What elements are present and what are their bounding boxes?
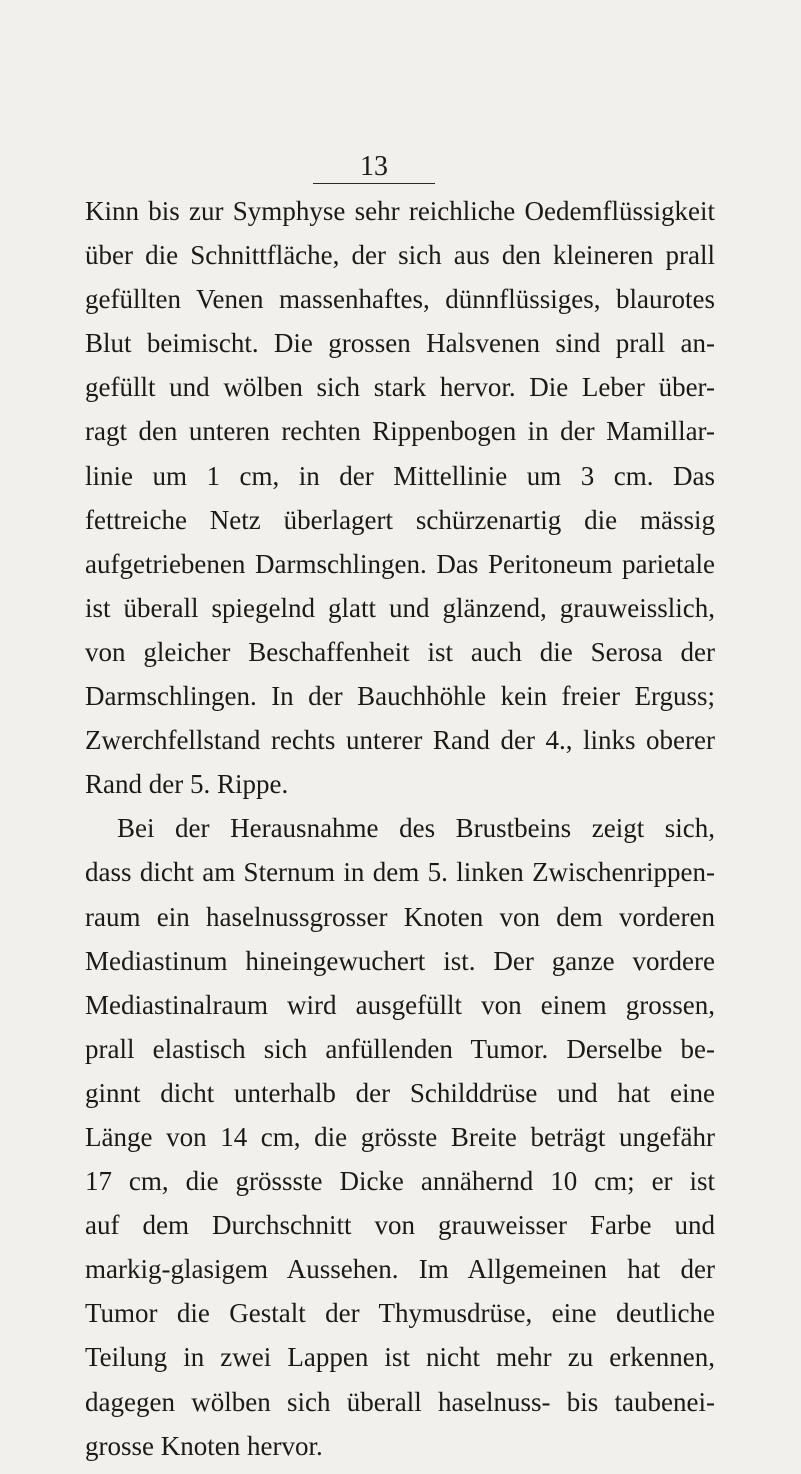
text-line: gefüllten Venen massenhaftes, dünnflüssiges, blaurotes (85, 284, 715, 315)
text-line: Tumor die Gestalt der Thymusdrüse, eine deutliche (85, 1298, 715, 1329)
text-line: markig-glasigem Aussehen. Im Allgemeinen hat der (85, 1254, 715, 1285)
text-line: von gleicher Beschaffenheit ist auch die Serosa der (85, 636, 715, 667)
text-line: ist überall spiegelnd glatt und glänzend, grauweisslich, (85, 592, 715, 623)
text-line: ginnt dicht unterhalb der Schilddrüse und hat eine (85, 1077, 715, 1108)
text-line: prall elastisch sich anfüllenden Tumor. Derselbe be- (85, 1033, 715, 1064)
text-line: raum ein haselnussgrosser Knoten von dem vorderen (85, 901, 715, 932)
text-line: dagegen wölben sich überall haselnuss- bis taubenei- (85, 1386, 715, 1417)
text-line: Mediastinalraum wird ausgefüllt von einem grossen, (85, 989, 715, 1020)
text-line: Kinn bis zur Symphyse sehr reichliche Oedemflüssigkeit (85, 196, 715, 226)
text-line: aufgetriebenen Darmschlingen. Das Peritoneum parietale (85, 548, 715, 579)
text-line: Blut beimischt. Die grossen Halsvenen sind prall an- (85, 328, 715, 359)
text-line: ragt den unteren rechten Rippenbogen in der Mamillar- (85, 416, 715, 447)
text-line: Zwerchfellstand rechts unterer Rand der 4., links oberer (85, 725, 715, 756)
body-text (85, 189, 715, 1468)
text-line: 17 cm, die grössste Dicke annähernd 10 cm; er ist (85, 1166, 715, 1197)
paragraph-start-line: Bei der Herausnahme des Brustbeins zeigt sich, (117, 813, 715, 844)
text-line: fettreiche Netz überlagert schürzenartig die mässig (85, 504, 715, 535)
text-line: auf dem Durchschnitt von grauweisser Farbe und (85, 1210, 715, 1241)
text-line: Teilung in zwei Lappen ist nicht mehr zu erkennen, (85, 1342, 715, 1373)
text-line: Darmschlingen. In der Bauchhöhle kein freier Erguss; (85, 681, 715, 712)
page-number: 13 (313, 152, 435, 184)
text-line: Mediastinum hineingewuchert ist. Der ganze vordere (85, 945, 715, 976)
text-line: über die Schnittfläche, der sich aus den kleineren prall (85, 240, 715, 271)
text-line: dass dicht am Sternum in dem 5. linken Zwischenrippen- (85, 857, 715, 888)
text-line: Länge von 14 cm, die grösste Breite beträgt ungefähr (85, 1121, 715, 1152)
text-line: Rand der 5. Rippe. (85, 769, 289, 800)
text-line: grosse Knoten hervor. (85, 1430, 323, 1461)
text-line: gefüllt und wölben sich stark hervor. Die Leber über- (85, 372, 715, 403)
text-line: linie um 1 cm, in der Mittellinie um 3 cm. Das (85, 460, 715, 491)
